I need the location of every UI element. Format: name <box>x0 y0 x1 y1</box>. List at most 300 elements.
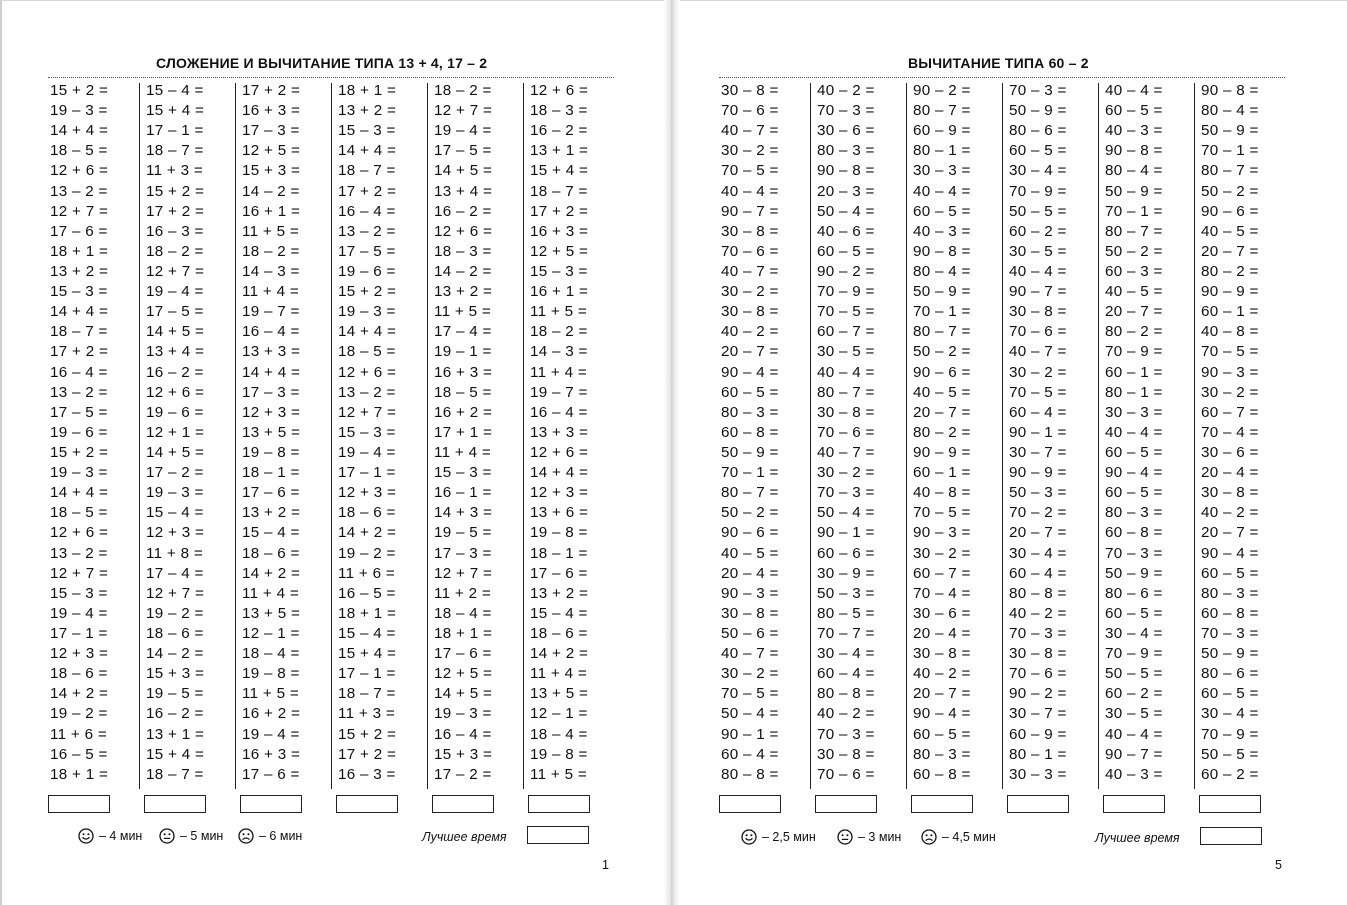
title-divider <box>48 77 614 78</box>
timing-label: – 6 мин <box>259 829 303 843</box>
exercise-item: 11 + 4 = <box>530 665 588 683</box>
exercise-item: 90 – 6 = <box>721 524 779 542</box>
exercise-item: 18 – 3 = <box>530 102 588 120</box>
exercise-item: 18 – 2 = <box>530 323 588 341</box>
exercise-item: 19 – 8 = <box>242 665 300 683</box>
timing-label: – 4,5 мин <box>942 830 996 844</box>
exercise-item: 70 – 6 = <box>721 242 779 260</box>
exercise-item: 60 – 7 = <box>913 564 971 582</box>
exercise-item: 50 – 9 = <box>1105 182 1163 200</box>
timing-label: – 5 мин <box>180 829 224 843</box>
exercise-item: 90 – 1 = <box>721 725 779 743</box>
exercise-item: 30 – 2 = <box>817 464 875 482</box>
exercise-item: 16 + 3 = <box>242 745 301 763</box>
exercise-item: 90 – 4 = <box>721 363 779 381</box>
page-number: 5 <box>1275 858 1282 872</box>
timing-happy <box>741 829 816 845</box>
exercise-item: 70 – 9 = <box>1009 182 1067 200</box>
exercise-item: 30 – 6 = <box>817 122 875 140</box>
exercise-item: 19 – 7 = <box>242 303 300 321</box>
exercise-item: 17 + 2 = <box>530 202 589 220</box>
exercise-item: 11 + 6 = <box>338 564 396 582</box>
column-answer-box[interactable] <box>336 795 398 813</box>
exercise-item: 17 – 1 = <box>146 122 204 140</box>
exercise-item: 30 – 6 = <box>913 604 971 622</box>
exercise-item: 80 – 2 = <box>1201 262 1259 280</box>
exercise-item: 18 – 6 = <box>530 624 588 642</box>
exercise-item: 70 – 9 = <box>817 283 875 301</box>
column-divider <box>139 83 140 789</box>
exercise-item: 70 – 9 = <box>1201 725 1259 743</box>
exercise-item: 17 – 2 = <box>146 464 204 482</box>
exercise-item: 17 + 2 = <box>338 745 397 763</box>
exercise-item: 40 – 4 = <box>1105 82 1163 99</box>
exercise-item: 16 – 5 = <box>50 745 108 763</box>
exercise-item: 16 + 2 = <box>434 403 493 421</box>
exercise-item: 60 – 5 = <box>913 725 971 743</box>
exercise-item: 18 – 5 = <box>50 504 108 522</box>
exercise-item: 12 + 5 = <box>530 242 589 260</box>
exercise-column <box>530 81 620 789</box>
exercise-item: 16 – 4 = <box>50 363 108 381</box>
exercise-item: 40 – 6 = <box>817 222 875 240</box>
exercise-item: 30 – 4 = <box>817 645 875 663</box>
exercise-item: 60 – 5 = <box>1105 102 1163 120</box>
exercise-item: 60 – 5 = <box>1009 142 1067 160</box>
exercise-item: 15 + 4 = <box>146 745 205 763</box>
exercise-item: 90 – 8 = <box>1201 82 1259 99</box>
exercise-item: 50 – 2 = <box>721 504 779 522</box>
exercise-item: 50 – 9 = <box>1105 564 1163 582</box>
exercise-item: 18 – 3 = <box>434 242 492 260</box>
exercise-item: 70 – 6 = <box>817 765 875 783</box>
exercise-item: 60 – 7 = <box>1201 403 1259 421</box>
exercise-item: 18 – 2 = <box>146 242 204 260</box>
exercise-item: 60 – 5 = <box>913 202 971 220</box>
exercise-item: 15 + 4 = <box>146 102 205 120</box>
exercise-item: 50 – 2 = <box>1201 182 1259 200</box>
exercise-item: 60 – 8 = <box>913 765 971 783</box>
exercise-item: 19 – 2 = <box>50 705 108 723</box>
exercise-item: 60 – 1 = <box>1201 303 1259 321</box>
exercise-item: 15 – 4 = <box>146 82 204 99</box>
exercise-item: 12 + 3 = <box>242 403 301 421</box>
exercise-item: 19 – 8 = <box>530 524 588 542</box>
exercise-item: 40 – 2 = <box>817 82 875 99</box>
exercise-item: 15 + 3 = <box>434 745 493 763</box>
exercise-item: 90 – 1 = <box>817 524 875 542</box>
exercise-item: 40 – 5 = <box>1201 222 1259 240</box>
exercise-item: 13 + 4 = <box>434 182 493 200</box>
exercise-item: 12 + 7 = <box>146 262 205 280</box>
exercise-item: 15 + 2 = <box>146 182 205 200</box>
exercise-item: 30 – 8 = <box>721 303 779 321</box>
column-divider <box>810 83 811 789</box>
exercise-item: 15 + 2 = <box>338 283 397 301</box>
column-answer-box[interactable] <box>815 795 877 813</box>
timing-sad <box>238 828 302 844</box>
exercise-item: 14 – 2 = <box>434 262 492 280</box>
exercise-item: 13 + 5 = <box>530 685 589 703</box>
exercise-item: 30 – 4 = <box>1105 624 1163 642</box>
exercise-item: 80 – 4 = <box>1105 162 1163 180</box>
exercise-item: 60 – 2 = <box>1105 685 1163 703</box>
page-title: СЛОЖЕНИЕ И ВЫЧИТАНИЕ ТИПА 13 + 4, 17 – 2 <box>156 55 488 71</box>
exercise-item: 50 – 3 = <box>817 584 875 602</box>
exercise-item: 50 – 9 = <box>1201 645 1259 663</box>
exercise-item: 17 + 2 = <box>146 202 205 220</box>
column-divider <box>1098 83 1099 789</box>
exercise-item: 60 – 5 = <box>1201 685 1259 703</box>
exercise-item: 70 – 5 = <box>721 162 779 180</box>
exercise-item: 17 – 3 = <box>242 122 300 140</box>
exercise-item: 12 + 1 = <box>146 423 205 441</box>
exercise-item: 50 – 2 = <box>913 343 971 361</box>
exercise-item: 60 – 8 = <box>1105 524 1163 542</box>
smile-happy-icon <box>78 828 94 844</box>
exercise-item: 14 – 2 = <box>146 645 204 663</box>
exercise-item: 50 – 2 = <box>1105 242 1163 260</box>
exercise-item: 30 – 8 = <box>817 745 875 763</box>
exercise-item: 30 – 2 = <box>721 665 779 683</box>
exercise-item: 14 + 4 = <box>530 464 589 482</box>
exercise-item: 12 + 5 = <box>434 665 493 683</box>
exercise-item: 40 – 3 = <box>1105 122 1163 140</box>
exercise-item: 80 – 7 = <box>817 383 875 401</box>
exercise-item: 90 – 8 = <box>1105 142 1163 160</box>
exercise-item: 40 – 2 = <box>721 323 779 341</box>
exercise-item: 60 – 5 = <box>817 242 875 260</box>
exercise-item: 15 + 3 = <box>242 162 301 180</box>
exercise-column <box>721 81 811 789</box>
exercise-item: 60 – 3 = <box>1105 262 1163 280</box>
exercise-item: 18 – 6 = <box>242 544 300 562</box>
exercise-item: 70 – 1 = <box>1105 202 1163 220</box>
exercise-item: 70 – 3 = <box>1009 82 1067 99</box>
exercise-item: 16 – 2 = <box>434 202 492 220</box>
exercise-item: 14 + 2 = <box>530 645 589 663</box>
exercise-item: 70 – 3 = <box>817 484 875 502</box>
column-divider <box>1002 83 1003 789</box>
timing-happy <box>78 828 142 844</box>
exercise-item: 19 – 8 = <box>530 745 588 763</box>
timing-label: – 3 мин <box>858 830 902 844</box>
exercise-item: 80 – 7 = <box>913 323 971 341</box>
exercise-column <box>1201 81 1291 789</box>
exercise-item: 13 + 2 = <box>338 102 397 120</box>
exercise-item: 12 + 3 = <box>50 645 109 663</box>
smile-neutral-icon <box>159 828 175 844</box>
exercise-item: 17 – 3 = <box>434 544 492 562</box>
exercise-item: 14 – 2 = <box>242 182 300 200</box>
exercise-item: 17 – 4 = <box>146 564 204 582</box>
smile-happy-icon <box>741 829 757 845</box>
exercise-item: 60 – 5 = <box>1201 564 1259 582</box>
page-number: 1 <box>602 858 609 872</box>
exercise-item: 18 – 4 = <box>242 645 300 663</box>
exercise-item: 16 + 3 = <box>434 363 493 381</box>
exercise-item: 30 – 5 = <box>817 343 875 361</box>
exercise-item: 30 – 2 = <box>913 544 971 562</box>
exercise-item: 30 – 8 = <box>721 604 779 622</box>
exercise-column <box>817 81 907 789</box>
exercise-item: 14 + 5 = <box>434 685 493 703</box>
exercise-item: 19 – 5 = <box>146 685 204 703</box>
exercise-item: 16 – 4 = <box>530 403 588 421</box>
exercise-item: 14 + 4 = <box>338 142 397 160</box>
exercise-item: 14 + 4 = <box>338 323 397 341</box>
exercise-item: 20 – 7 = <box>913 403 971 421</box>
exercise-item: 30 – 8 = <box>1009 303 1067 321</box>
exercise-item: 60 – 4 = <box>1009 403 1067 421</box>
exercise-item: 13 + 2 = <box>434 283 493 301</box>
column-answer-box[interactable] <box>240 795 302 813</box>
exercise-item: 15 – 4 = <box>146 504 204 522</box>
exercise-item: 30 – 3 = <box>913 162 971 180</box>
exercise-item: 19 – 6 = <box>338 262 396 280</box>
exercise-column <box>434 81 524 789</box>
exercise-item: 14 + 3 = <box>434 504 493 522</box>
column-answer-box[interactable] <box>1199 795 1261 813</box>
exercise-column <box>1105 81 1195 789</box>
exercise-item: 14 + 4 = <box>50 122 109 140</box>
exercise-item: 90 – 2 = <box>817 262 875 280</box>
exercise-item: 60 – 2 = <box>1009 222 1067 240</box>
exercise-item: 12 + 6 = <box>530 82 589 99</box>
exercise-item: 12 + 3 = <box>146 524 205 542</box>
exercise-item: 17 – 1 = <box>338 464 396 482</box>
exercise-item: 60 – 5 = <box>1105 443 1163 461</box>
exercise-item: 18 – 7 = <box>338 685 396 703</box>
column-answer-box[interactable] <box>432 795 494 813</box>
exercise-item: 17 – 1 = <box>50 624 108 642</box>
exercise-item: 40 – 8 = <box>1201 323 1259 341</box>
exercise-item: 17 – 6 = <box>50 222 108 240</box>
exercise-item: 80 – 8 = <box>817 685 875 703</box>
smile-neutral-icon <box>837 829 853 845</box>
exercise-item: 18 – 6 = <box>50 665 108 683</box>
exercise-item: 60 – 5 = <box>721 383 779 401</box>
exercise-item: 12 + 7 = <box>338 403 397 421</box>
exercise-item: 40 – 8 = <box>913 484 971 502</box>
exercise-item: 60 – 1 = <box>913 464 971 482</box>
exercise-item: 70 – 3 = <box>817 102 875 120</box>
exercise-item: 30 – 8 = <box>1201 484 1259 502</box>
exercise-item: 50 – 9 = <box>1201 122 1259 140</box>
exercise-item: 18 – 7 = <box>146 765 204 783</box>
exercise-item: 70 – 6 = <box>721 102 779 120</box>
exercise-item: 50 – 3 = <box>1009 484 1067 502</box>
exercise-item: 15 + 3 = <box>146 665 205 683</box>
column-divider <box>331 83 332 789</box>
exercise-item: 17 – 3 = <box>242 383 300 401</box>
exercise-item: 70 – 4 = <box>913 584 971 602</box>
timing-label: – 4 мин <box>99 829 143 843</box>
right-page <box>675 0 1347 905</box>
exercise-item: 11 + 5 = <box>530 765 588 783</box>
exercise-item: 14 + 4 = <box>242 363 301 381</box>
exercise-item: 12 – 1 = <box>530 705 588 723</box>
exercise-item: 18 – 4 = <box>530 725 588 743</box>
exercise-item: 20 – 7 = <box>1009 524 1067 542</box>
exercise-item: 14 + 5 = <box>434 162 493 180</box>
exercise-item: 16 – 2 = <box>146 705 204 723</box>
exercise-item: 80 – 6 = <box>1105 584 1163 602</box>
exercise-item: 40 – 2 = <box>817 705 875 723</box>
exercise-item: 13 + 2 = <box>530 584 589 602</box>
exercise-item: 80 – 7 = <box>1105 222 1163 240</box>
exercise-item: 60 – 5 = <box>1105 484 1163 502</box>
exercise-item: 80 – 7 = <box>1201 162 1259 180</box>
exercise-item: 11 + 4 = <box>434 443 492 461</box>
exercise-item: 50 – 9 = <box>1009 102 1067 120</box>
column-divider <box>906 83 907 789</box>
exercise-item: 80 – 4 = <box>913 262 971 280</box>
exercise-item: 12 + 6 = <box>146 383 205 401</box>
exercise-item: 50 – 5 = <box>1105 665 1163 683</box>
exercise-item: 11 + 3 = <box>338 705 396 723</box>
exercise-item: 13 + 4 = <box>146 343 205 361</box>
exercise-item: 18 – 7 = <box>146 142 204 160</box>
exercise-item: 15 – 4 = <box>338 624 396 642</box>
column-answer-box[interactable] <box>528 795 590 813</box>
exercise-item: 90 – 2 = <box>913 82 971 99</box>
exercise-item: 19 – 4 = <box>434 122 492 140</box>
exercise-item: 90 – 8 = <box>817 162 875 180</box>
best-time-box[interactable] <box>1200 827 1262 845</box>
exercise-item: 60 – 7 = <box>817 323 875 341</box>
exercise-item: 60 – 1 = <box>1105 363 1163 381</box>
exercise-item: 60 – 8 = <box>1201 604 1259 622</box>
exercise-item: 60 – 4 = <box>1009 564 1067 582</box>
exercise-item: 12 + 7 = <box>146 584 205 602</box>
exercise-item: 90 – 3 = <box>913 524 971 542</box>
column-answer-box[interactable] <box>1103 795 1165 813</box>
exercise-item: 60 – 4 = <box>817 665 875 683</box>
exercise-item: 17 + 1 = <box>434 423 493 441</box>
exercise-item: 90 – 7 = <box>721 202 779 220</box>
exercise-item: 14 + 2 = <box>242 564 301 582</box>
exercise-item: 16 – 1 = <box>434 484 492 502</box>
exercise-item: 70 – 6 = <box>817 423 875 441</box>
best-time-label: Лучшее время <box>422 830 507 844</box>
exercise-item: 17 – 5 = <box>50 403 108 421</box>
exercise-item: 15 – 3 = <box>50 283 108 301</box>
exercise-item: 40 – 3 = <box>1105 765 1163 783</box>
exercise-item: 20 – 7 = <box>721 343 779 361</box>
column-answer-box[interactable] <box>48 795 110 813</box>
exercise-item: 20 – 4 = <box>913 624 971 642</box>
exercise-item: 40 – 7 = <box>721 122 779 140</box>
exercise-item: 70 – 4 = <box>1201 423 1259 441</box>
exercise-column <box>338 81 428 789</box>
best-time-box[interactable] <box>527 826 589 844</box>
exercise-item: 18 – 6 = <box>146 624 204 642</box>
exercise-item: 30 – 8 = <box>721 222 779 240</box>
exercise-item: 60 – 2 = <box>1201 765 1259 783</box>
exercise-item: 80 – 1 = <box>1105 383 1163 401</box>
exercise-item: 60 – 8 = <box>721 423 779 441</box>
exercise-item: 90 – 3 = <box>1201 363 1259 381</box>
exercise-item: 50 – 4 = <box>817 504 875 522</box>
exercise-item: 90 – 9 = <box>913 443 971 461</box>
exercise-item: 80 – 6 = <box>1009 122 1067 140</box>
exercise-item: 90 – 7 = <box>1105 745 1163 763</box>
exercise-item: 40 – 5 = <box>913 383 971 401</box>
exercise-item: 80 – 8 = <box>721 765 779 783</box>
exercise-item: 19 – 6 = <box>50 423 108 441</box>
exercise-item: 11 + 8 = <box>146 544 204 562</box>
exercise-item: 50 – 5 = <box>1201 745 1259 763</box>
exercise-item: 20 – 7 = <box>1201 242 1259 260</box>
exercise-item: 11 + 4 = <box>242 283 300 301</box>
exercise-item: 20 – 7 = <box>1105 303 1163 321</box>
exercise-item: 70 – 1 = <box>721 464 779 482</box>
exercise-item: 12 + 7 = <box>50 202 109 220</box>
column-answer-box[interactable] <box>719 795 781 813</box>
exercise-item: 70 – 9 = <box>1105 343 1163 361</box>
exercise-item: 11 + 4 = <box>530 363 588 381</box>
exercise-item: 17 – 5 = <box>434 142 492 160</box>
exercise-item: 14 + 2 = <box>50 685 109 703</box>
exercise-item: 70 – 3 = <box>1009 624 1067 642</box>
exercise-item: 15 – 4 = <box>530 604 588 622</box>
exercise-item: 70 – 5 = <box>913 504 971 522</box>
exercise-item: 30 – 9 = <box>817 564 875 582</box>
exercise-item: 19 – 3 = <box>146 484 204 502</box>
exercise-item: 70 – 5 = <box>817 303 875 321</box>
exercise-item: 20 – 7 = <box>913 685 971 703</box>
exercise-item: 15 + 4 = <box>530 162 589 180</box>
exercise-item: 12 + 6 = <box>434 222 493 240</box>
exercise-item: 30 – 8 = <box>913 645 971 663</box>
exercise-item: 50 – 5 = <box>1009 202 1067 220</box>
exercise-item: 80 – 5 = <box>817 604 875 622</box>
exercise-item: 19 – 3 = <box>338 303 396 321</box>
exercise-item: 16 + 3 = <box>242 102 301 120</box>
exercise-item: 30 – 5 = <box>1009 242 1067 260</box>
exercise-item: 18 – 1 = <box>530 544 588 562</box>
exercise-item: 19 – 2 = <box>338 544 396 562</box>
exercise-item: 11 + 6 = <box>50 725 108 743</box>
exercise-item: 15 + 4 = <box>338 645 397 663</box>
exercise-item: 13 – 2 = <box>50 182 108 200</box>
exercise-item: 17 – 4 = <box>434 323 492 341</box>
exercise-item: 70 – 3 = <box>1105 544 1163 562</box>
exercise-item: 90 – 9 = <box>1201 283 1259 301</box>
exercise-item: 60 – 6 = <box>817 544 875 562</box>
exercise-item: 90 – 8 = <box>913 242 971 260</box>
exercise-item: 11 + 5 = <box>434 303 492 321</box>
exercise-item: 18 – 7 = <box>530 182 588 200</box>
exercise-item: 11 + 5 = <box>242 222 300 240</box>
exercise-item: 80 – 7 = <box>721 484 779 502</box>
exercise-item: 60 – 9 = <box>913 122 971 140</box>
exercise-item: 40 – 4 = <box>1105 423 1163 441</box>
column-answer-box[interactable] <box>1007 795 1069 813</box>
smile-sad-icon <box>921 829 937 845</box>
exercise-column <box>1009 81 1099 789</box>
exercise-item: 13 + 6 = <box>530 504 589 522</box>
column-answer-box[interactable] <box>144 795 206 813</box>
exercise-item: 12 + 6 = <box>338 363 397 381</box>
exercise-item: 30 – 7 = <box>1009 443 1067 461</box>
exercise-item: 17 – 1 = <box>338 665 396 683</box>
exercise-item: 19 – 3 = <box>50 464 108 482</box>
exercise-item: 17 – 6 = <box>242 484 300 502</box>
column-answer-box[interactable] <box>911 795 973 813</box>
exercise-item: 40 – 7 = <box>721 262 779 280</box>
